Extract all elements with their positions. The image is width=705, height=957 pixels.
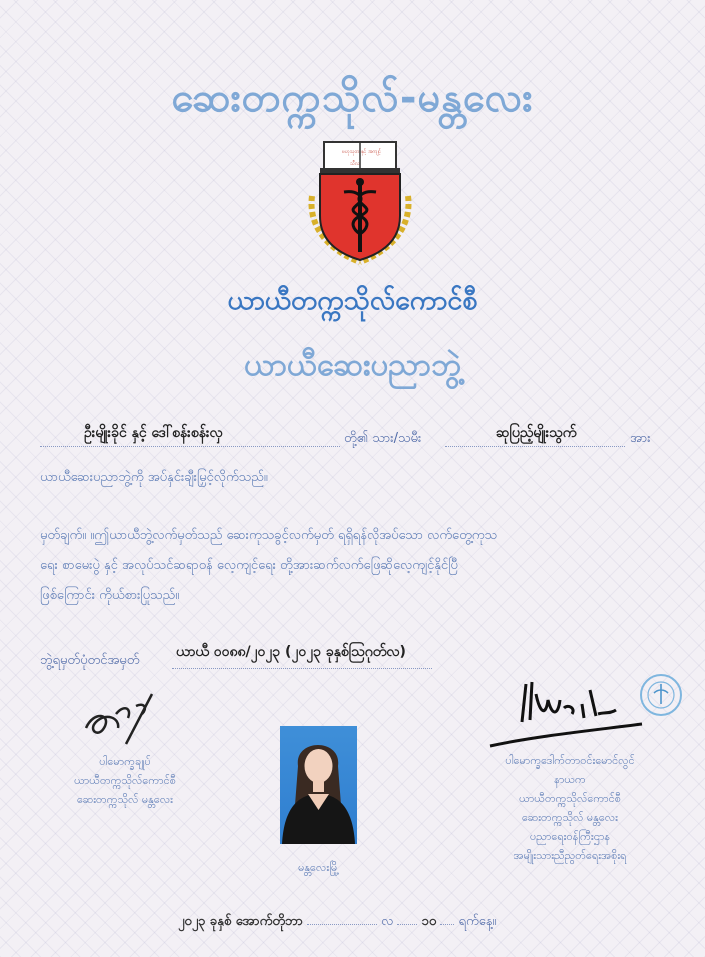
council-title: ယာယီတက္ကသိုလ်ကောင်စီ bbox=[227, 285, 478, 316]
right-signatory-name: ပါမောက္ခဒေါက်တာဝင်းမောင်လွင် bbox=[505, 754, 635, 767]
crest-book-text-2: သီလ bbox=[350, 161, 360, 167]
right-signatory-ministry: ပညာရေးဝန်ကြီးဌာန bbox=[529, 830, 611, 843]
right-signatory-government: အမျိုးသားညီညွတ်ရေးအစိုးရ bbox=[513, 849, 627, 862]
date-year-month: ၂၀၂၃ ခုနှစ် အောက်တိုဘာ bbox=[178, 914, 303, 929]
right-signatory-block bbox=[470, 751, 670, 865]
note-block bbox=[40, 521, 680, 611]
date-day: ၁၀ bbox=[421, 914, 437, 929]
note-line-1: မှတ်ချက်။ ။ဤယာယီဘွဲ့လက်မှတ်သည် ဆေးကုသခွင့်လက်မှတ် ရရှိရန်လိုအပ်သော လက်တွေ့ကုသ bbox=[40, 528, 498, 543]
date-day-label: ရက်နေ့။ bbox=[458, 914, 497, 929]
name-dotted-line bbox=[445, 446, 625, 447]
registration-label: ဘွဲ့ရမှတ်ပုံတင်အမှတ် bbox=[40, 653, 140, 668]
right-signatory-role: နာယက bbox=[554, 773, 586, 786]
note-line-3: ဖြစ်ကြောင်း ကိုယ်စားပြုသည်။ bbox=[40, 588, 180, 603]
university-title: ဆေးတက္ကသိုလ်-မန္တလေး bbox=[171, 75, 534, 121]
to-label: အား bbox=[630, 431, 651, 446]
relation-label: တို့၏ သား/သမီး bbox=[344, 431, 422, 446]
left-signatory-block bbox=[30, 752, 220, 809]
date-month-label: လ bbox=[381, 914, 394, 929]
official-stamp-seal bbox=[640, 674, 682, 716]
graduate-photo bbox=[280, 726, 357, 844]
registration-number: ယာယီ ၀၀၈၈/၂၀၂၃ (၂၀၂၃ ခုနှစ်ဩဂုတ်လ) bbox=[176, 644, 406, 660]
place-city: မန္တလေးမြို့ bbox=[298, 861, 339, 874]
date-line bbox=[178, 913, 496, 932]
parents-names: ဦးမျိုးခိုင် နှင့် ဒေါ်စန်းစန်းလှ bbox=[84, 425, 223, 441]
left-signatory-title: ပါမောက္ခချုပ် bbox=[99, 755, 151, 768]
left-signatory-university: ဆေးတက္ကသိုလ် မန္တလေး bbox=[77, 793, 173, 806]
right-signatory-university: ဆေးတက္ကသိုလ် မန္တလေး bbox=[522, 811, 618, 824]
right-signature bbox=[486, 664, 646, 754]
conferred-statement: ယာယီဆေးပညာဘွဲ့ကို အပ်နှင်းချီးမြှင့်လိုက်သည်။ bbox=[40, 470, 268, 485]
registration-dotted-line bbox=[172, 668, 432, 669]
parents-dotted-line bbox=[40, 446, 340, 447]
graduate-name: ဆုပြည့်မျိုးသွက် bbox=[496, 425, 577, 441]
university-crest-emblem bbox=[304, 138, 416, 266]
left-signature bbox=[82, 684, 164, 746]
right-signatory-council: ယာယီတက္ကသိုလ်ကောင်စီ bbox=[519, 792, 621, 805]
crest-book-text-1: ဗဟုသုတ နှင့် အကျင့် bbox=[342, 149, 382, 155]
degree-title: ယာယီဆေးပညာဘွဲ့ bbox=[244, 347, 461, 383]
left-signatory-council: ယာယီတက္ကသိုလ်ကောင်စီ bbox=[74, 774, 176, 787]
note-line-2: ရေး စာမေးပွဲ နှင့် အလုပ်သင်ဆရာဝန် လေ့ကျင့်ရေး တို့အားဆက်လက်ဖြေဆိုလေ့ကျင့်နိုင်ပြီ bbox=[40, 558, 458, 573]
